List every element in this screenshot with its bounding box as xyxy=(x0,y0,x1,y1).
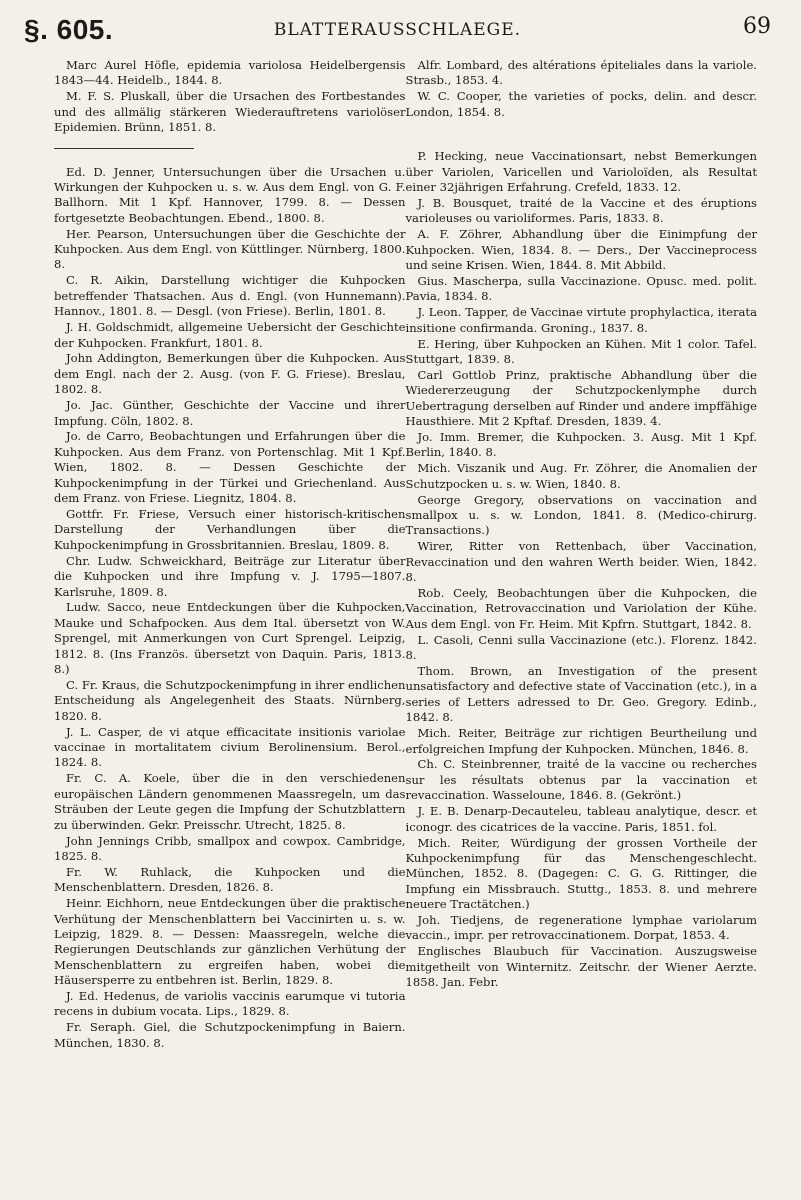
page-number: 69 xyxy=(743,14,771,39)
bib-entry: Alfr. Lombard, des altérations épiteliales dans la variole. Strasb., 1853. 4. xyxy=(405,58,757,88)
bib-entry: J. Ed. Hedenus, de variolis vaccinis earumque vi tutoria recens in dubium vocata. Lips., 1829. 8. xyxy=(54,989,406,1019)
bib-entry: John Addington, Bemerkungen über die Kuhpocken. Aus dem Engl. nach der 2. Ausg. (von F. G. Friese). Breslau, 1802. 8. xyxy=(54,351,406,397)
bib-entry: Englisches Blaubuch für Vaccination. Auszugsweise mitgetheilt von Winternitz. Zeitschr. der Wiener Aerzte. 1858. Jan. Febr. xyxy=(405,944,757,990)
bib-entry: Rob. Ceely, Beobachtungen über die Kuhpocken, die Vaccination, Retrovaccination und Variolation der Kühe. Aus dem Engl. von Fr. Heim. Mit Kpfrn. Stuttgart, 1842. 8. xyxy=(405,586,757,631)
bib-entry: Joh. Tiedjens, de regeneratione lymphae variolarum vaccin., impr. per retrovaccinationem. Dorpat, 1853. 4. xyxy=(405,913,757,943)
bib-entry: Heinr. Eichhorn, neue Entdeckungen über die praktische Verhütung der Menschenblattern bei Vaccinirten u. s. w. Leipzig, 1829. 8. — Dessen: Maassregeln, welche die Regierungen Deutschlands zur gänzlichen Verhütung der Menschenblattern zu ergreifen haben, wobei die Häusersperre zu entbehren ist. Berlin, 1829. 8. xyxy=(54,896,406,988)
page-header xyxy=(24,14,771,58)
bib-entry: P. Hecking, neue Vaccinationsart, nebst Bemerkungen über Variolen, Varicellen und Varioloïden, als Resultat einer 32jährigen Erfahrung. Crefeld, 1833. 12. xyxy=(405,149,757,194)
bib-entry: J. H. Goldschmidt, allgemeine Uebersicht der Geschichte der Kuhpocken. Frankfurt, 1801. 8. xyxy=(54,320,406,350)
bib-entry: Ludw. Sacco, neue Entdeckungen über die Kuhpocken, Mauke und Schafpocken. Aus dem Ital. übersetzt von W. Sprengel, mit Anmerkungen von Curt Sprengel. Leipzig, 1812. 8. (Ins Französ. übersetzt von Daquin. Paris, 1813. 8.) xyxy=(54,600,406,677)
bib-entry: Jo. Jac. Günther, Geschichte der Vaccine und ihrer Impfung. Cöln, 1802. 8. xyxy=(54,398,406,428)
right-column xyxy=(406,58,758,1052)
bib-entry: Thom. Brown, an Investigation of the present unsatisfactory and defective state of Vaccination (etc.), in a series of Letters adressed to Dr. Geo. Gregory. Edinb., 1842. 8. xyxy=(405,664,757,725)
section-divider xyxy=(54,148,194,149)
bib-entry: Wirer, Ritter von Rettenbach, über Vaccination, Revaccination und den wahren Werth beider. Wien, 1842. 8. xyxy=(405,539,757,585)
left-column xyxy=(54,58,406,1052)
left-main-block xyxy=(54,165,406,1052)
bib-entry: J. L. Casper, de vi atque efficacitate insitionis variolae vaccinae in mortalitatem civium Berolinensium. Berol., 1824. 8. xyxy=(54,724,406,770)
bib-entry: Fr. Seraph. Giel, die Schutzpockenimpfung in Baiern. München, 1830. 8. xyxy=(54,1020,406,1050)
bib-entry: Fr. C. A. Koele, über die in den verschiedenen europäischen Ländern genommenen Maassregeln, um das Sträuben der Leute gegen die Impfung der Schutzblattern zu überwinden. Gekr. Preisschr. Utrecht, 1825. 8. xyxy=(54,771,406,832)
bib-entry: Ch. C. Steinbrenner, traité de la vaccine ou recherches sur les résultats obtenus par la vaccination et revaccination. Wasseloune, 1846. 8. (Gekrönt.) xyxy=(405,757,757,803)
bib-entry: Her. Pearson, Untersuchungen über die Geschichte der Kuhpocken. Aus dem Engl. von Küttlinger. Nürnberg, 1800. 8. xyxy=(54,226,406,272)
bib-entry: John Jennings Cribb, smallpox and cowpox. Cambridge, 1825. 8. xyxy=(54,833,406,863)
bib-entry: A. F. Zöhrer, Abhandlung über die Einimpfung der Kuhpocken. Wien, 1834. 8. — Ders., Der Vaccineprocess und seine Krisen. Wien, 1844. 8. Mit Abbild. xyxy=(405,227,757,272)
bib-entry: Mich. Reiter, Würdigung der grossen Vortheile der Kuhpockenimpfung für das Menschengeschlecht. München, 1852. 8. (Dagegen: C. G. G. Rittinger, die Impfung ein Missbrauch. Stuttg., 1853. 8. und mehrere neuere Tractätchen.) xyxy=(405,835,757,912)
text-columns xyxy=(24,58,771,1052)
bib-entry: C. R. Aikin, Darstellung wichtiger die Kuhpocken betreffender Thatsachen. Aus d. Engl. (von Hunnemann). Hannov., 1801. 8. — Desgl. (von Friese). Berlin, 1801. 8. xyxy=(54,273,406,319)
right-top-block xyxy=(406,58,758,120)
bib-entry: J. E. B. Denarp-Decauteleu, tableau analytique, descr. et iconogr. des cicatrices de la vaccine. Paris, 1851. fol. xyxy=(405,804,757,834)
bib-entry: J. Leon. Tapper, de Vaccinae virtute prophylactica, iterata insitione confirmanda. Groning., 1837. 8. xyxy=(405,305,757,335)
bib-entry: Ed. D. Jenner, Untersuchungen über die Ursachen u. Wirkungen der Kuhpocken u. s. w. Aus dem Engl. von G. F. Ballhorn. Mit 1 Kpf. Hannover, 1799. 8. — Dessen fortgesetzte Beobachtungen. Ebend., 1800. 8. xyxy=(54,164,406,225)
bib-entry: C. Fr. Kraus, die Schutzpockenimpfung in ihrer endlichen Entscheidung als Angelegenheit des Staats. Nürnberg, 1820. 8. xyxy=(54,677,406,723)
bib-entry: Chr. Ludw. Schweickhard, Beiträge zur Literatur über die Kuhpocken und ihre Impfung v. J. 1795—1807. Karlsruhe, 1809. 8. xyxy=(54,553,406,599)
bib-entry: Carl Gottlob Prinz, praktische Abhandlung über die Wiedererzeugung der Schutzpockenlymphe durch Uebertragung derselben auf Rinder und andere impffähige Hausthiere. Mit 2 Kpftaf. Dresden, 1839. 4. xyxy=(405,367,757,429)
bib-entry: J. B. Bousquet, traité de la Vaccine et des éruptions varioleuses ou varioliformes. Paris, 1833. 8. xyxy=(405,195,757,226)
bib-entry: Marc Aurel Höfle, epidemia variolosa Heidelbergensis 1843—44. Heidelb., 1844. 8. xyxy=(54,58,406,88)
bib-entry: George Gregory, observations on vaccination and smallpox u. s. w. London, 1841. 8. (Medico-chirurg. Transactions.) xyxy=(405,492,757,538)
bib-entry: Fr. W. Ruhlack, die Kuhpocken und die Menschenblattern. Dresden, 1826. 8. xyxy=(54,864,406,895)
running-title: BLATTERAUSSCHLAEGE. xyxy=(273,20,522,40)
bib-entry: Mich. Reiter, Beiträge zur richtigen Beurtheilung und erfolgreichen Impfung der Kuhpocken. München, 1846. 8. xyxy=(405,726,757,756)
bib-entry: Mich. Viszanik und Aug. Fr. Zöhrer, die Anomalien der Schutzpocken u. s. w. Wien, 1840. 8. xyxy=(405,461,757,491)
bib-entry: Jo. de Carro, Beobachtungen und Erfahrungen über die Kuhpocken. Aus dem Franz. von Portenschlag. Mit 1 Kpf. Wien, 1802. 8. — Dessen Geschichte der Kuhpockenimpfung in der Türkei und Griechenland. Aus dem Franz. von Friese. Liegnitz, 1804. 8. xyxy=(54,429,406,506)
bib-entry: L. Casoli, Cenni sulla Vaccinazione (etc.). Florenz. 1842. 8. xyxy=(405,632,757,663)
left-top-block xyxy=(54,58,406,136)
bib-entry: Gius. Mascherpa, sulla Vaccinazione. Opusc. med. polit. Pavia, 1834. 8. xyxy=(405,273,757,304)
bib-entry: M. F. S. Pluskall, über die Ursachen des Fortbestandes und des allmälig stärkeren Wiederauftretens variolöser Epidemien. Brünn, 1851. 8. xyxy=(54,89,406,135)
bib-entry: Gottfr. Fr. Friese, Versuch einer historisch-kritischen Darstellung der Verhandlungen über die Kuhpockenimpfung in Grossbritannien. Breslau, 1809. 8. xyxy=(54,506,406,552)
section-number: §. 605. xyxy=(24,14,114,45)
bib-entry: Jo. Imm. Bremer, die Kuhpocken. 3. Ausg. Mit 1 Kpf. Berlin, 1840. 8. xyxy=(405,429,757,460)
right-main-block xyxy=(406,149,758,990)
bib-entry: W. C. Cooper, the varieties of pocks, delin. and descr. London, 1854. 8. xyxy=(405,89,757,119)
bib-entry: E. Hering, über Kuhpocken an Kühen. Mit 1 color. Tafel. Stuttgart, 1839. 8. xyxy=(405,336,757,366)
